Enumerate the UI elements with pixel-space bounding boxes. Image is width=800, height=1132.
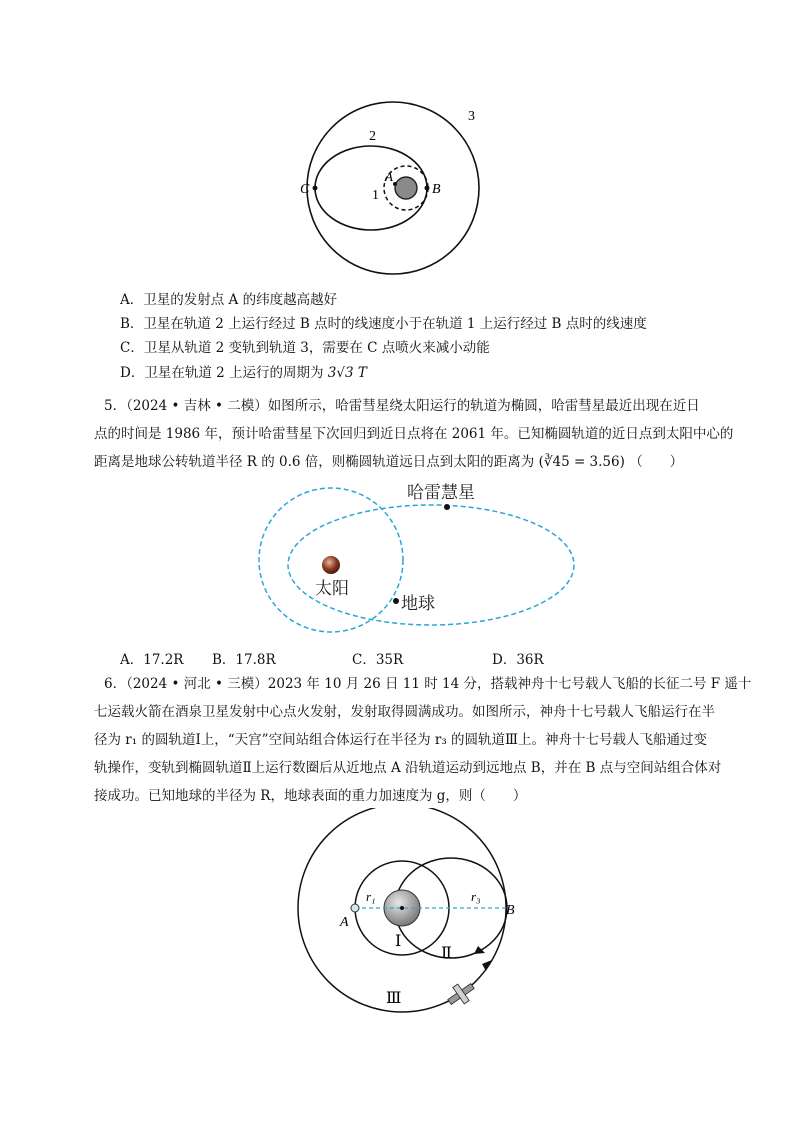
q4-option-c: C．卫星从轨道 2 变轨到轨道 3，需要在 C 点喷火来减小动能: [120, 340, 490, 356]
label-comet: 哈雷慧星: [407, 483, 475, 503]
halley-orbit-figure: [255, 478, 580, 643]
q5-text-line-3: [94, 452, 683, 472]
label-2: 2: [369, 129, 376, 144]
q5-option-b: B．17.8R: [212, 652, 276, 668]
label-b: B: [432, 182, 441, 197]
q6-text-line-3: 径为 r₁ 的圆轨道Ⅰ上，“天宫”空间站组合体运行在半径为 r₃ 的圆轨道Ⅲ上。神舟十七号载人飞船通过变: [94, 732, 708, 748]
label-b: B: [506, 903, 515, 918]
q6-text-line-4: 轨操作，变轨到椭圆轨道Ⅱ上运行数圈后从近地点 A 沿轨道运动到远地点 B，并在 B 点与空间站组合体对: [94, 760, 722, 776]
sun-ball: [322, 556, 340, 574]
label-orbit-iii: Ⅲ: [386, 990, 402, 1007]
comet-dot: [444, 504, 450, 510]
label-1: 1: [372, 188, 379, 203]
orbit-ii-arrow-icon: [474, 946, 485, 954]
q5-option-a: A．17.2R: [120, 652, 184, 668]
q5-formula: (∛45 = 3.56): [538, 454, 625, 470]
q4-option-d-formula: 3√3 T: [327, 365, 367, 381]
label-r1: r₁: [366, 889, 376, 904]
label-a: A: [340, 915, 349, 930]
q6-text-line-1: 6．（2024 • 河北 • 三模）2023 年 10 月 26 日 11 时 14 分，搭载神舟十七号载人飞船的长征二号 F 遥十: [104, 676, 752, 692]
q5-option-c: C．35R: [352, 652, 404, 668]
label-earth: 地球: [401, 594, 435, 614]
docking-orbit-figure: [296, 808, 518, 1030]
orbit-figure-1: [300, 95, 515, 280]
q4-option-a: A．卫星的发射点 A 的纬度越高越好: [120, 292, 338, 308]
orbit-3-circle: [307, 102, 479, 274]
point-b: [425, 186, 430, 191]
earth-center-dot: [400, 906, 404, 910]
earth-dot: [393, 598, 399, 604]
q5-text-line-2: 点的时间是 1986 年，预计哈雷彗星下次回归到近日点将在 2061 年。已知椭圆轨道的近日点到太阳中心的: [94, 426, 734, 442]
earth-ball: [395, 177, 417, 199]
label-a: A: [385, 169, 393, 184]
label-r3: r₃: [471, 889, 481, 904]
q4-option-b: B．卫星在轨道 2 上运行经过 B 点时的线速度小于在轨道 1 上运行经过 B 点时的线速度: [120, 316, 647, 332]
q6-text-line-5: 接成功。已知地球的半径为 R，地球表面的重力加速度为 g，则（ ）: [94, 788, 527, 804]
label-c: C: [300, 182, 310, 197]
q5-answer-blank: （ ）: [629, 454, 684, 470]
q4-option-d-text: D．卫星在轨道 2 上运行的周期为: [120, 365, 324, 381]
point-c: [313, 186, 318, 191]
space-station-icon: [444, 978, 478, 1010]
label-orbit-ii: Ⅱ: [441, 945, 452, 962]
q4-option-d: [120, 363, 367, 383]
q6-text-line-2: 七运载火箭在酒泉卫星发射中心点火发射，发射取得圆满成功。如图所示，神舟十七号载人飞船运行在半: [94, 704, 715, 720]
point-a: [393, 182, 397, 186]
orbit-iii-arrow-icon: [482, 960, 492, 971]
label-sun: 太阳: [315, 579, 349, 599]
label-orbit-i: Ⅰ: [395, 933, 402, 950]
q5-option-d: D．36R: [492, 652, 544, 668]
point-a-ship: [351, 904, 359, 912]
q5-text-line-1: 5．（2024 • 吉林 • 二模）如图所示，哈雷彗星绕太阳运行的轨道为椭圆，哈雷彗星最近出现在近日: [104, 398, 700, 414]
label-3: 3: [468, 109, 475, 124]
q5-line-3-text: 距离是地球公转轨道半径 R 的 0.6 倍，则椭圆轨道远日点到太阳的距离为: [94, 454, 535, 470]
